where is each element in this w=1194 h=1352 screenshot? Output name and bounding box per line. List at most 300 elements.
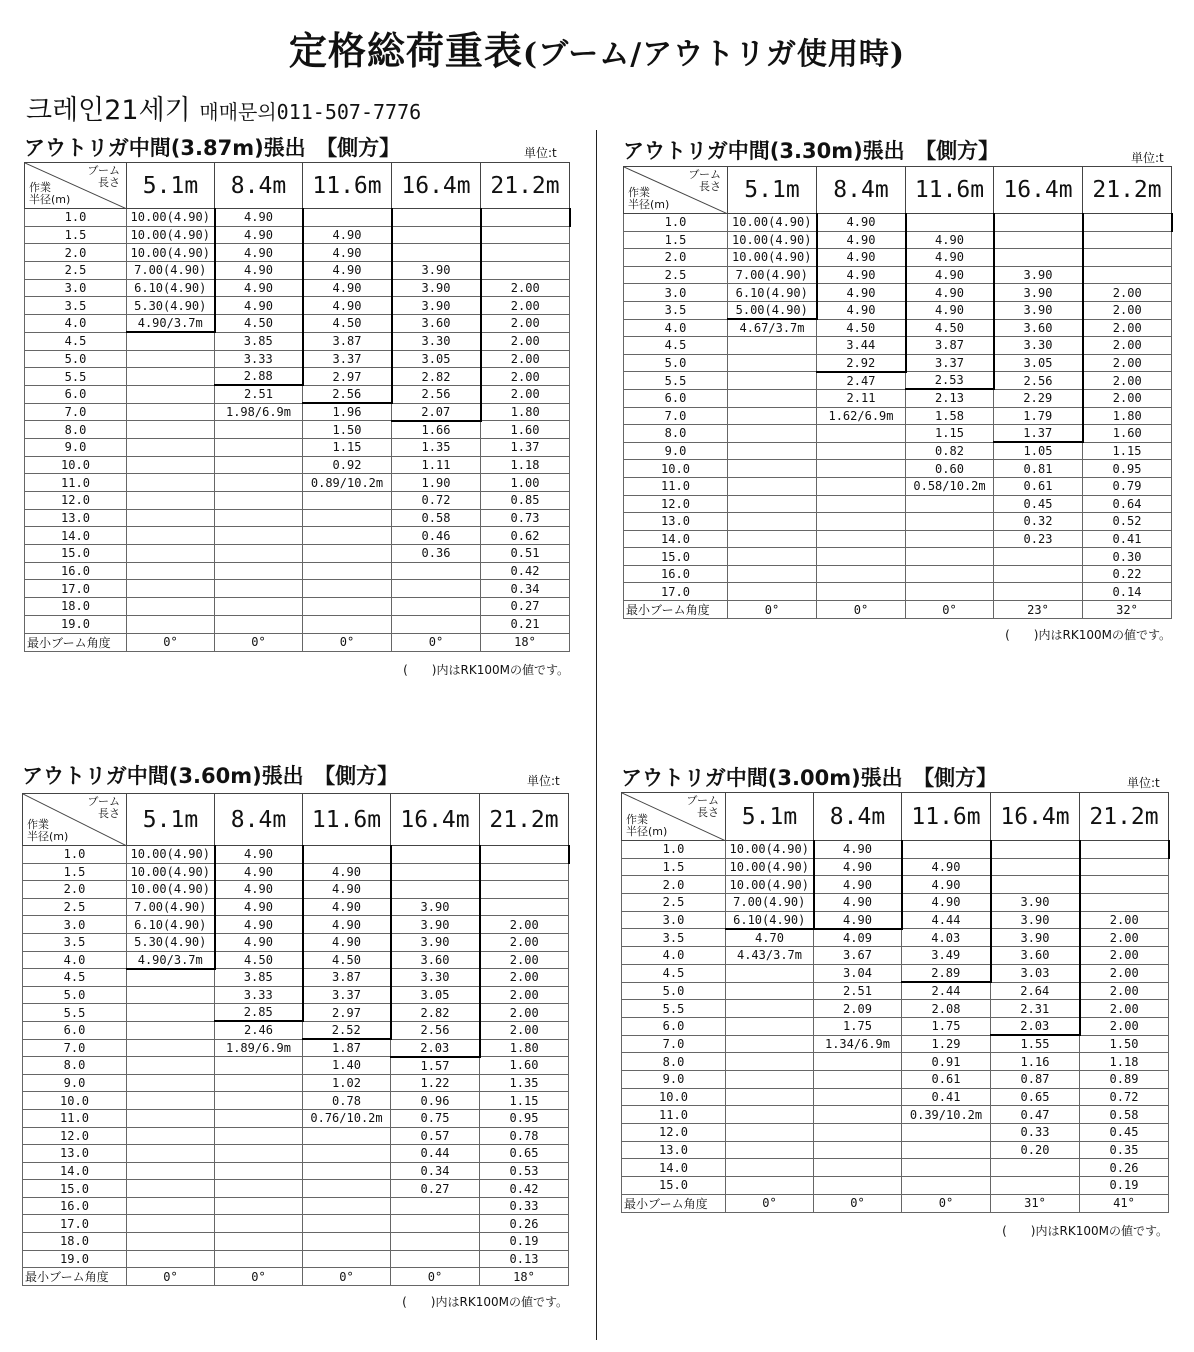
min-angle-cell: 18° — [481, 633, 570, 651]
load-cell: 7.00(4.90) — [127, 262, 215, 280]
load-cell: 5.00(4.90) — [728, 301, 817, 319]
load-cell: 2.29 — [994, 389, 1083, 407]
load-cell: 2.92 — [817, 354, 906, 372]
radius-cell: 2.5 — [624, 266, 728, 284]
load-cell — [906, 548, 994, 566]
load-cell — [481, 226, 570, 244]
load-cell: 0.27 — [481, 598, 570, 616]
min-angle-row — [624, 601, 1172, 619]
table-row — [624, 284, 1172, 302]
load-cell: 2.00 — [480, 933, 569, 951]
load-cell — [303, 1233, 391, 1251]
load-cell: 2.46 — [215, 1021, 303, 1039]
load-cell: 0.51 — [481, 545, 570, 563]
load-cell: 4.90 — [215, 846, 303, 864]
table-row — [25, 492, 570, 510]
contact-phone: 011-507-7776 — [276, 100, 422, 124]
load-cell: 4.90 — [902, 858, 991, 876]
min-angle-row — [23, 1268, 569, 1286]
radius-cell: 5.5 — [25, 368, 127, 386]
load-cell: 2.56 — [303, 385, 392, 403]
load-cell: 3.85 — [215, 969, 303, 987]
load-cell — [127, 545, 215, 563]
load-cell — [726, 1159, 814, 1177]
load-cell — [906, 583, 994, 601]
load-cell — [726, 1177, 814, 1195]
corner-boom: ブーム — [688, 168, 721, 181]
radius-cell: 17.0 — [23, 1215, 127, 1233]
load-cell — [481, 209, 570, 227]
load-cell: 3.04 — [814, 964, 902, 982]
radius-cell: 8.0 — [624, 425, 728, 443]
load-cell: 4.90 — [817, 266, 906, 284]
radius-cell: 4.5 — [23, 969, 127, 987]
contact-label: 매매문의 — [199, 100, 277, 124]
load-cell: 0.64 — [1083, 495, 1172, 513]
load-cell: 1.40 — [303, 1057, 391, 1075]
load-cell — [392, 562, 481, 580]
load-cell: 1.55 — [991, 1035, 1080, 1053]
load-cell — [814, 1159, 902, 1177]
table-row — [624, 407, 1172, 425]
load-panel-3-87 — [24, 132, 569, 682]
load-cell: 2.56 — [392, 385, 481, 403]
min-angle-label: 最小ブーム角度 — [25, 633, 127, 651]
load-cell — [127, 1145, 215, 1163]
table-row — [25, 226, 570, 244]
load-cell: 0.41 — [902, 1088, 991, 1106]
load-cell: 0.22 — [1083, 565, 1172, 583]
table-row — [25, 244, 570, 262]
load-cell: 3.33 — [215, 986, 303, 1004]
boom-length-header: 11.6m — [902, 793, 991, 841]
load-cell — [215, 527, 303, 545]
load-cell: 0.65 — [991, 1088, 1080, 1106]
min-angle-cell: 0° — [215, 633, 303, 651]
radius-cell: 19.0 — [25, 615, 127, 633]
load-cell: 2.00 — [1080, 1000, 1169, 1018]
boom-length-header: 21.2m — [480, 794, 569, 846]
radius-cell: 16.0 — [23, 1197, 127, 1215]
load-cell: 4.90 — [215, 933, 303, 951]
load-cell: 1.29 — [902, 1035, 991, 1053]
contact-line — [26, 88, 421, 127]
load-cell: 4.90 — [814, 876, 902, 894]
load-cell: 0.58 — [392, 509, 481, 527]
load-cell: 3.90 — [994, 284, 1083, 302]
load-cell: 2.03 — [391, 1039, 480, 1057]
load-cell — [392, 598, 481, 616]
load-cell — [726, 1035, 814, 1053]
load-cell — [215, 456, 303, 474]
radius-cell: 7.0 — [23, 1039, 127, 1057]
corner-work: 作業 — [27, 818, 49, 831]
table-row — [624, 319, 1172, 337]
load-cell — [215, 1057, 303, 1075]
load-cell — [728, 548, 817, 566]
radius-cell: 1.5 — [624, 231, 728, 249]
load-cell: 4.50 — [817, 319, 906, 337]
load-cell: 1.00 — [481, 474, 570, 492]
load-cell: 0.81 — [994, 460, 1083, 478]
load-cell: 0.72 — [392, 492, 481, 510]
table-row — [23, 916, 569, 934]
load-cell: 1.60 — [481, 421, 570, 439]
table-row — [624, 301, 1172, 319]
load-cell — [481, 244, 570, 262]
table-row — [23, 1109, 569, 1127]
radius-cell: 14.0 — [622, 1159, 726, 1177]
load-cell: 4.90 — [906, 301, 994, 319]
radius-cell: 3.0 — [23, 916, 127, 934]
min-angle-cell: 0° — [391, 1268, 480, 1286]
load-cell: 10.00(4.90) — [127, 244, 215, 262]
table-row — [624, 565, 1172, 583]
table-row — [25, 403, 570, 421]
radius-cell: 5.0 — [622, 982, 726, 1000]
load-cell: 2.11 — [817, 389, 906, 407]
load-cell — [1083, 249, 1172, 267]
load-cell: 0.95 — [1083, 460, 1172, 478]
table-row — [622, 1000, 1169, 1018]
load-cell: 0.92 — [303, 456, 392, 474]
load-cell: 2.00 — [481, 350, 570, 368]
table-row — [23, 1233, 569, 1251]
radius-cell: 1.5 — [25, 226, 127, 244]
radius-cell: 12.0 — [622, 1124, 726, 1142]
load-cell — [728, 495, 817, 513]
load-cell: 3.85 — [215, 332, 303, 350]
load-cell: 4.90 — [817, 284, 906, 302]
load-cell: 2.82 — [391, 1004, 480, 1022]
load-cell: 0.44 — [391, 1145, 480, 1163]
load-cell — [991, 841, 1080, 859]
corner-boom: ブーム — [686, 794, 719, 807]
load-cell: 1.22 — [391, 1074, 480, 1092]
load-cell — [127, 1109, 215, 1127]
load-cell: 4.90 — [215, 262, 303, 280]
load-cell — [817, 442, 906, 460]
load-cell: 2.00 — [481, 368, 570, 386]
corner-bottom-label — [628, 187, 669, 211]
load-cell — [392, 244, 481, 262]
table-row — [23, 898, 569, 916]
load-cell: 3.60 — [391, 951, 480, 969]
load-cell — [817, 495, 906, 513]
load-cell: 7.00(4.90) — [728, 266, 817, 284]
load-cell — [817, 460, 906, 478]
radius-cell: 3.5 — [622, 929, 726, 947]
corner-work: 作業 — [29, 181, 51, 194]
radius-cell: 10.0 — [622, 1088, 726, 1106]
radius-cell: 9.0 — [622, 1070, 726, 1088]
load-cell: 1.60 — [480, 1057, 569, 1075]
radius-cell: 8.0 — [23, 1057, 127, 1075]
load-cell — [814, 1053, 902, 1071]
load-cell: 2.00 — [481, 332, 570, 350]
load-cell — [728, 530, 817, 548]
table-row — [25, 598, 570, 616]
load-cell: 0.60 — [906, 460, 994, 478]
load-cell: 3.90 — [991, 911, 1080, 929]
radius-cell: 2.0 — [23, 881, 127, 899]
radius-cell: 10.0 — [624, 460, 728, 478]
load-cell — [392, 209, 481, 227]
radius-cell: 4.0 — [23, 951, 127, 969]
load-cell: 1.62/6.9m — [817, 407, 906, 425]
table-row — [25, 580, 570, 598]
load-cell: 4.90 — [303, 933, 391, 951]
load-cell — [728, 372, 817, 390]
load-cell — [480, 898, 569, 916]
load-cell: 2.00 — [1080, 911, 1169, 929]
load-cell: 4.90 — [303, 916, 391, 934]
radius-cell: 11.0 — [23, 1109, 127, 1127]
corner-work: 作業 — [628, 186, 650, 199]
radius-cell: 3.0 — [25, 279, 127, 297]
load-cell: 2.51 — [215, 385, 303, 403]
load-cell — [728, 407, 817, 425]
load-cell: 0.13 — [480, 1250, 569, 1268]
load-cell: 2.00 — [480, 1021, 569, 1039]
load-cell: 4.90 — [303, 262, 392, 280]
load-cell — [726, 1000, 814, 1018]
load-cell — [994, 565, 1083, 583]
radius-cell: 1.0 — [624, 214, 728, 232]
load-cell — [303, 527, 392, 545]
min-angle-cell: 0° — [303, 633, 392, 651]
load-cell: 4.90 — [303, 226, 392, 244]
load-cell — [127, 509, 215, 527]
load-cell: 10.00(4.90) — [728, 249, 817, 267]
footnote: ( )内はRK100Mの値です。 — [402, 1295, 568, 1309]
min-angle-cell: 23° — [994, 601, 1083, 619]
load-cell: 0.76/10.2m — [303, 1109, 391, 1127]
load-cell — [1083, 214, 1172, 232]
load-cell — [215, 438, 303, 456]
radius-cell: 4.0 — [25, 315, 127, 333]
load-cell: 1.15 — [480, 1092, 569, 1110]
load-cell: 6.10(4.90) — [726, 911, 814, 929]
load-table — [623, 166, 1173, 619]
radius-cell: 9.0 — [25, 438, 127, 456]
corner-bottom-label — [27, 819, 68, 843]
table-row — [622, 982, 1169, 1000]
load-cell: 2.00 — [1083, 389, 1172, 407]
min-angle-label: 最小ブーム角度 — [622, 1194, 726, 1212]
load-cell: 1.35 — [392, 438, 481, 456]
min-angle-cell: 0° — [726, 1194, 814, 1212]
boom-length-header: 5.1m — [728, 167, 817, 214]
load-cell: 0.33 — [480, 1197, 569, 1215]
radius-cell: 13.0 — [23, 1145, 127, 1163]
load-cell — [303, 492, 392, 510]
table-row — [622, 1177, 1169, 1195]
radius-cell: 1.0 — [622, 841, 726, 859]
load-cell: 2.00 — [480, 916, 569, 934]
load-cell: 1.11 — [392, 456, 481, 474]
load-cell — [994, 583, 1083, 601]
table-row — [622, 929, 1169, 947]
load-cell — [726, 964, 814, 982]
min-angle-label: 最小ブーム角度 — [624, 601, 728, 619]
load-cell: 4.90 — [906, 266, 994, 284]
radius-cell: 14.0 — [23, 1162, 127, 1180]
load-cell: 1.58 — [906, 407, 994, 425]
corner-work: 作業 — [626, 813, 648, 826]
load-cell: 3.87 — [906, 337, 994, 355]
load-cell: 4.90 — [902, 876, 991, 894]
load-cell — [1080, 841, 1169, 859]
load-cell — [127, 368, 215, 386]
load-cell: 2.89 — [902, 964, 991, 982]
radius-cell: 14.0 — [25, 527, 127, 545]
table-row — [23, 951, 569, 969]
table-row — [25, 438, 570, 456]
page-title — [0, 20, 1194, 75]
load-cell: 1.05 — [994, 442, 1083, 460]
load-cell — [215, 580, 303, 598]
min-angle-cell: 41° — [1080, 1194, 1169, 1212]
radius-cell: 7.0 — [25, 403, 127, 421]
load-cell: 2.07 — [392, 403, 481, 421]
table-row — [23, 863, 569, 881]
load-cell: 2.53 — [906, 372, 994, 390]
load-cell — [906, 565, 994, 583]
load-cell — [994, 548, 1083, 566]
boom-length-header: 11.6m — [303, 163, 392, 209]
boom-length-header: 11.6m — [303, 794, 391, 846]
load-cell — [906, 495, 994, 513]
load-cell: 1.79 — [994, 407, 1083, 425]
boom-length-header: 21.2m — [481, 163, 570, 209]
load-cell — [127, 1180, 215, 1198]
radius-cell: 4.5 — [25, 332, 127, 350]
load-cell — [817, 565, 906, 583]
column-divider — [596, 130, 597, 1340]
min-angle-label: 最小ブーム角度 — [23, 1268, 127, 1286]
load-cell — [814, 1088, 902, 1106]
load-cell — [728, 513, 817, 531]
load-cell: 1.02 — [303, 1074, 391, 1092]
load-cell — [127, 385, 215, 403]
table-row — [25, 615, 570, 633]
header-row — [25, 163, 570, 209]
load-cell: 10.00(4.90) — [127, 863, 215, 881]
load-cell: 4.90/3.7m — [127, 315, 215, 333]
radius-cell: 8.0 — [622, 1053, 726, 1071]
load-cell — [392, 580, 481, 598]
load-cell: 2.00 — [1080, 964, 1169, 982]
title-sub: (ブーム/アウトリガ使用時) — [522, 37, 906, 72]
load-cell: 1.57 — [391, 1057, 480, 1075]
load-cell — [902, 1124, 991, 1142]
load-cell: 5.30(4.90) — [127, 297, 215, 315]
load-cell — [991, 876, 1080, 894]
radius-cell: 18.0 — [25, 598, 127, 616]
corner-length: 長さ — [98, 176, 120, 189]
load-cell — [127, 1197, 215, 1215]
radius-cell: 10.0 — [25, 456, 127, 474]
load-cell: 2.00 — [481, 385, 570, 403]
radius-cell: 3.5 — [23, 933, 127, 951]
load-cell: 1.98/6.9m — [215, 403, 303, 421]
load-table — [24, 162, 571, 652]
panel-title: アウトリガ中間(3.87m)張出 【側方】 — [24, 136, 401, 160]
radius-cell: 15.0 — [624, 548, 728, 566]
boom-length-header: 21.2m — [1080, 793, 1169, 841]
table-row — [624, 337, 1172, 355]
load-cell — [127, 474, 215, 492]
radius-cell: 13.0 — [25, 509, 127, 527]
load-cell: 2.03 — [991, 1017, 1080, 1035]
table-row — [25, 421, 570, 439]
load-cell — [127, 615, 215, 633]
load-cell: 10.00(4.90) — [728, 231, 817, 249]
load-cell: 2.51 — [814, 982, 902, 1000]
radius-cell: 4.5 — [624, 337, 728, 355]
load-cell: 1.75 — [814, 1017, 902, 1035]
radius-cell: 5.5 — [624, 372, 728, 390]
min-angle-cell: 0° — [902, 1194, 991, 1212]
load-cell — [215, 1250, 303, 1268]
table-row — [624, 477, 1172, 495]
load-cell — [303, 1215, 391, 1233]
load-cell: 3.90 — [391, 916, 480, 934]
load-cell: 0.46 — [392, 527, 481, 545]
table-row — [25, 297, 570, 315]
load-cell — [392, 615, 481, 633]
load-cell: 1.35 — [480, 1074, 569, 1092]
radius-cell: 6.0 — [624, 389, 728, 407]
load-cell — [215, 598, 303, 616]
load-cell — [991, 858, 1080, 876]
radius-cell: 2.0 — [25, 244, 127, 262]
load-cell: 2.00 — [480, 1004, 569, 1022]
corner-boom: ブーム — [87, 164, 120, 177]
load-cell: 0.78 — [303, 1092, 391, 1110]
table-row — [624, 389, 1172, 407]
table-row — [624, 583, 1172, 601]
radius-cell: 18.0 — [23, 1233, 127, 1251]
table-row — [23, 986, 569, 1004]
load-cell: 2.47 — [817, 372, 906, 390]
load-cell — [127, 1162, 215, 1180]
corner-radius: 半径(m) — [29, 193, 71, 206]
min-angle-cell: 0° — [127, 633, 215, 651]
min-angle-cell: 32° — [1083, 601, 1172, 619]
radius-cell: 13.0 — [622, 1141, 726, 1159]
table-row — [25, 262, 570, 280]
load-cell — [726, 982, 814, 1000]
load-table — [22, 793, 570, 1286]
load-cell: 2.00 — [481, 279, 570, 297]
header-row — [622, 793, 1169, 841]
min-angle-cell: 0° — [303, 1268, 391, 1286]
footnote: ( )内はRK100Mの値です。 — [1002, 1223, 1168, 1238]
load-cell: 1.90 — [392, 474, 481, 492]
load-cell: 7.00(4.90) — [127, 898, 215, 916]
load-cell: 4.90 — [817, 214, 906, 232]
load-cell — [906, 513, 994, 531]
radius-cell: 15.0 — [622, 1177, 726, 1195]
load-cell: 1.50 — [303, 421, 392, 439]
load-cell: 4.90 — [902, 894, 991, 912]
load-cell: 0.45 — [994, 495, 1083, 513]
load-cell: 4.67/3.7m — [728, 319, 817, 337]
load-cell: 1.15 — [303, 438, 392, 456]
load-cell — [127, 527, 215, 545]
